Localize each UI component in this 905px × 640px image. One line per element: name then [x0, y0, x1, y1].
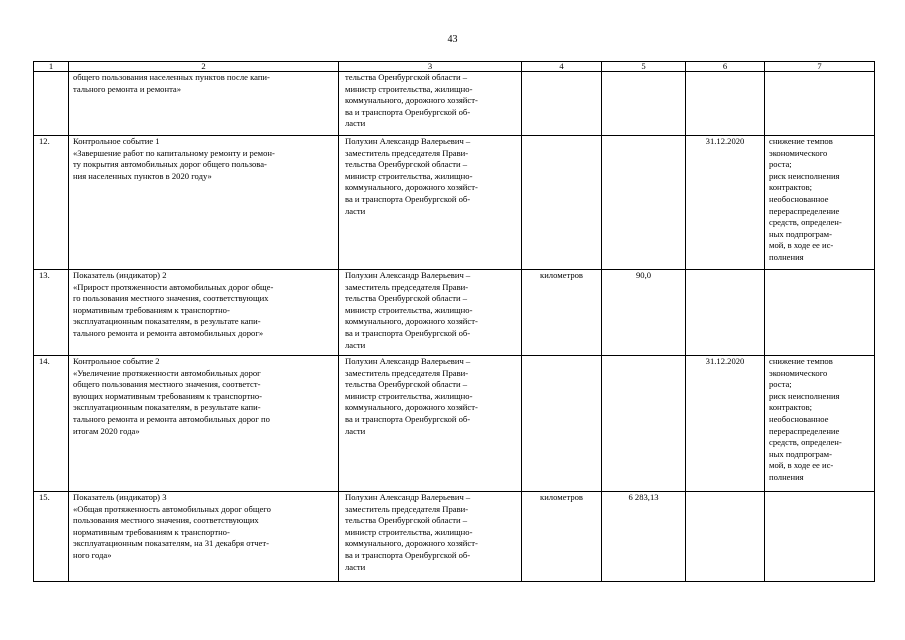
risks-cell: [765, 270, 875, 356]
unit-cell: километров: [522, 492, 602, 582]
item-name: Показатель (индикатор) 3 «Общая протяженность автомобильных дорог общего пользования местного значения, соответствующих нормативным требованиям к транспортно- эксплуатационным показателям, на 31 декабря отчет- ного года»: [69, 492, 339, 582]
page-number: 43: [447, 34, 458, 45]
column-header: 7: [765, 62, 875, 72]
date-cell: [686, 72, 765, 136]
item-name: Контрольное событие 1 «Завершение работ по капитальному ремонту и ремон- ту покрытия автомобильных дорог общего пользова- ния населенных пунктов в 2020 году»: [69, 136, 339, 270]
table-row: [34, 136, 875, 270]
responsible-person: Полухин Александр Валерьевич – заместитель председателя Прави- тельства Оренбургской области – министр строительства, жилищно- коммунального, дорожного хозяйст- ва и транспорта Оренбургской об- ласти: [339, 270, 522, 356]
table-row: [34, 270, 875, 356]
value-cell: [602, 356, 686, 492]
risks-cell: [765, 492, 875, 582]
unit-cell: [522, 72, 602, 136]
table-row: [34, 492, 875, 582]
item-name: Показатель (индикатор) 2 «Прирост протяженности автомобильных дорог обще- го пользования местного значения, соответствующих нормативным требованиям к транспортно- эксплуатационным показателям, в результате капи- тального ремонта и ремонта автомобильных дорог»: [69, 270, 339, 356]
value-cell: 6 283,13: [602, 492, 686, 582]
unit-cell: километров: [522, 270, 602, 356]
responsible-person: тельства Оренбургской области – министр строительства, жилищно- коммунального, дорожного хозяйст- ва и транспорта Оренбургской об- ласти: [339, 72, 522, 136]
risks-cell: снижение темпов экономического роста; риск неисполнения контрактов; необоснованное перераспределение средств, определен- ных подпрограм- мой, в ходе ее ис- полнения: [765, 356, 875, 492]
column-header: 3: [339, 62, 522, 72]
unit-cell: [522, 356, 602, 492]
table-header-row: [34, 62, 875, 72]
date-cell: 31.12.2020: [686, 356, 765, 492]
value-cell: 90,0: [602, 270, 686, 356]
column-header: 6: [686, 62, 765, 72]
responsible-person: Полухин Александр Валерьевич – заместитель председателя Прави- тельства Оренбургской области – министр строительства, жилищно- коммунального, дорожного хозяйст- ва и транспорта Оренбургской об- ласти: [339, 356, 522, 492]
risks-cell: снижение темпов экономического роста; риск неисполнения контрактов; необоснованное перераспределение средств, определен- ных подпрограм- мой, в ходе ее ис- полнения: [765, 136, 875, 270]
table-row: [34, 72, 875, 136]
row-number: 14.: [34, 356, 69, 492]
plan-table: [33, 61, 875, 582]
unit-cell: [522, 136, 602, 270]
value-cell: [602, 136, 686, 270]
row-number: 15.: [34, 492, 69, 582]
date-cell: [686, 270, 765, 356]
responsible-person: Полухин Александр Валерьевич – заместитель председателя Прави- тельства Оренбургской области – министр строительства, жилищно- коммунального, дорожного хозяйст- ва и транспорта Оренбургской об- ласти: [339, 492, 522, 582]
value-cell: [602, 72, 686, 136]
row-number: 12.: [34, 136, 69, 270]
column-header: 4: [522, 62, 602, 72]
column-header: 1: [34, 62, 69, 72]
item-name: Контрольное событие 2 «Увеличение протяженности автомобильных дорог общего пользования местного значения, соответст- вующих нормативным требованиям к транспортно- эксплуатационным показателям, в результате капи- тального ремонта и ремонта автомобильных дорог по итогам 2020 года»: [69, 356, 339, 492]
row-number: 13.: [34, 270, 69, 356]
date-cell: 31.12.2020: [686, 136, 765, 270]
column-header: 2: [69, 62, 339, 72]
row-number: [34, 72, 69, 136]
item-name: общего пользования населенных пунктов после капи- тального ремонта и ремонта»: [69, 72, 339, 136]
date-cell: [686, 492, 765, 582]
table-row: [34, 356, 875, 492]
risks-cell: [765, 72, 875, 136]
column-header: 5: [602, 62, 686, 72]
responsible-person: Полухин Александр Валерьевич – заместитель председателя Прави- тельства Оренбургской области – министр строительства, жилищно- коммунального, дорожного хозяйст- ва и транспорта Оренбургской об- ласти: [339, 136, 522, 270]
